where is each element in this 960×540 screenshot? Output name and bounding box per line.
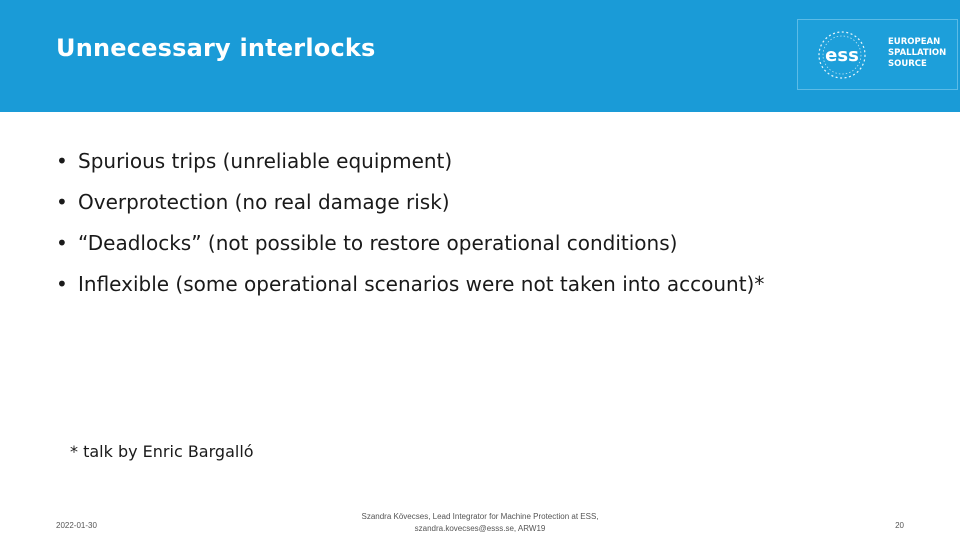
slide-header (0, 0, 960, 112)
page-number: 20 (895, 521, 904, 530)
logo-line-3: SOURCE (888, 59, 927, 69)
footnote: * talk by Enric Bargalló (70, 442, 254, 461)
logo-wordmark (888, 37, 946, 70)
ess-logo-icon (812, 29, 872, 81)
footer-author-line-2: szandra.kovecses@esss.se, ARW19 (414, 524, 546, 533)
bullet-item: • Inflexible (some operational scenarios were not taken into account)* (56, 269, 764, 310)
logo-mark-text: ess (825, 45, 859, 66)
bullet-item: • “Deadlocks” (not possible to restore operational conditions) (56, 228, 764, 269)
logo-line-1: EUROPEAN (888, 37, 941, 47)
footer-author (330, 511, 630, 535)
footer-date: 2022-01-30 (56, 521, 97, 530)
ess-logo (797, 19, 958, 90)
bullet-item: • Overprotection (no real damage risk) (56, 187, 764, 228)
bullet-list (56, 146, 764, 310)
bullet-item: • Spurious trips (unreliable equipment) (56, 146, 764, 187)
slide-title: Unnecessary interlocks (56, 34, 376, 62)
footer-author-line-1: Szandra Kövecses, Lead Integrator for Machine Protection at ESS, (361, 512, 599, 521)
logo-line-2: SPALLATION (888, 48, 947, 58)
